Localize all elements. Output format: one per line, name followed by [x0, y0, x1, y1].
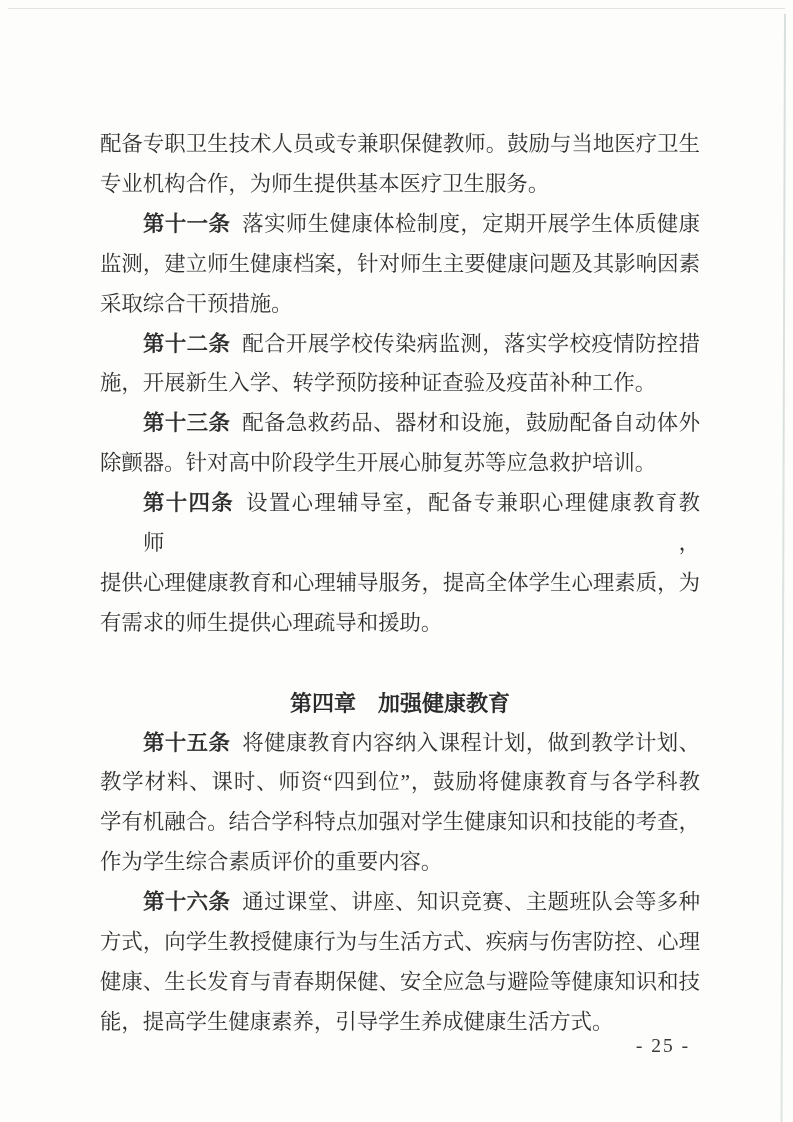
text-line: 作为学生综合素质评价的重要内容。	[100, 850, 443, 875]
text-line: 第十六条 通过课堂、讲座、知识竞赛、主题班队会等多种	[143, 890, 700, 915]
text-line: 教学材料、课时、师资“四到位”，鼓励将健康教育与各学科教	[100, 770, 700, 795]
text-line: 方式，向学生教授健康行为与生活方式、疾病与伤害防控、心理	[100, 930, 700, 955]
page-number: - 25 -	[635, 1036, 691, 1057]
section-articles-11-14	[100, 125, 700, 644]
text-line: 除颤器。针对高中阶段学生开展心肺复苏等应急救护培训。	[100, 451, 657, 476]
text-line: 第十五条 将健康教育内容纳入课程计划，做到教学计划、	[143, 730, 700, 755]
text-line: 第十二条 配合开展学校传染病监测，落实学校疫情防控措	[143, 331, 700, 356]
article-number: 第十二条	[143, 331, 231, 356]
scan-artifact-vertical-line	[781, 14, 786, 1122]
text-line: 施，开展新生入学、转学预防接种证查验及疫苗补种工作。	[100, 371, 657, 396]
text-line: 健康、生长发育与青春期保健、安全应急与避险等健康知识和技	[100, 970, 700, 994]
scan-artifact-horizontal-line	[8, 8, 785, 9]
text-line: 第十一条 落实师生健康体检制度，定期开展学生体质健康	[143, 211, 700, 236]
chapter-heading: 第四章 加强健康教育	[289, 690, 510, 716]
article-number: 第十三条	[143, 411, 231, 436]
article-number: 第十四条	[143, 491, 235, 516]
text-line: 第十三条 配备急救药品、器材和设施，鼓励配备自动体外	[143, 411, 700, 436]
text-line: 学有机融合。结合学科特点加强对学生健康知识和技能的考查，	[100, 810, 700, 835]
article-number: 第十一条	[143, 211, 231, 236]
article-number: 第十五条	[143, 730, 231, 755]
text-line: 专业机构合作，为师生提供基本医疗卫生服务。	[100, 171, 550, 196]
text-line: 配备专职卫生技术人员或专兼职保健教师。鼓励与当地医疗卫生	[100, 132, 700, 156]
text-line: 能，提高学生健康素养，引导学生养成健康生活方式。	[100, 1009, 614, 1034]
section-articles-15-16	[100, 724, 700, 1043]
text-line: 提供心理健康教育和心理辅导服务，提高全体学生心理素质，为	[100, 570, 700, 595]
article-number: 第十六条	[143, 890, 231, 915]
document-body	[100, 125, 700, 1043]
text-line: 第十四条 设置心理辅导室，配备专兼职心理健康教育教师，	[143, 491, 700, 556]
text-line: 采取综合干预措施。	[100, 291, 293, 316]
text-line: 有需求的师生提供心理疏导和援助。	[100, 610, 443, 635]
text-line: 监测，建立师生健康档案，针对师生主要健康问题及其影响因素	[100, 251, 700, 276]
